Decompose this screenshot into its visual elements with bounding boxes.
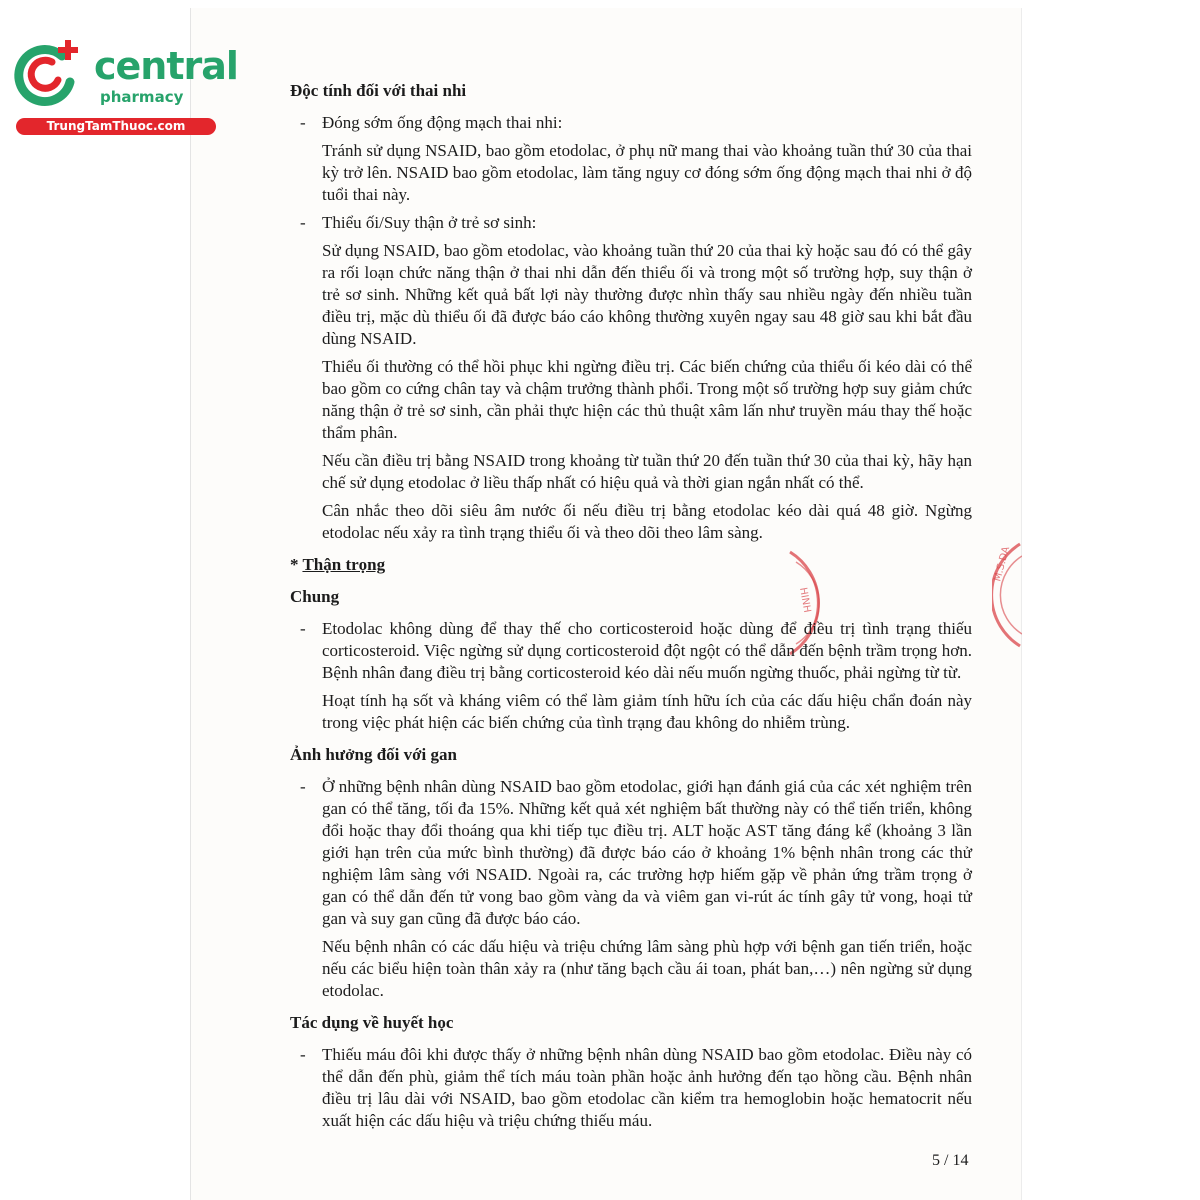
page-number: 5 / 14 — [932, 1152, 969, 1169]
logo-name: central — [94, 44, 238, 88]
paragraph: Nếu cần điều trị bằng NSAID trong khoảng từ tuần thứ 20 đến tuần thứ 30 của thai kỳ, hãy hạn chế sử dụng etodolac ở liều thấp nhất có hiệu quả và thời gian ngắn nhất có thể. — [322, 451, 972, 492]
bullet-dash: - — [300, 777, 306, 796]
pharmacy-cross-icon — [12, 38, 82, 108]
paragraph: Sử dụng NSAID, bao gồm etodolac, vào khoảng tuần thứ 20 của thai kỳ hoặc sau đó có thể gây ra rối loạn chức năng thận ở thai nhi dẫn đến thiểu ối và trong một số trường hợp, suy thận ở trẻ sơ sinh. Những kết quả bất lợi này thường được nhìn thấy sau nhiều ngày đến nhiều tuần điều trị, mặc dù thiểu ối đã được báo cáo không thường xuyên ngay sau 48 giờ sau khi bắt đầu dùng NSAID. — [322, 241, 972, 348]
bullet-text: Ở những bệnh nhân dùng NSAID bao gồm etodolac, giới hạn đánh giá của các xét nghiệm trên gan có thể tăng, tối đa 15%. Những kết quả xét nghiệm bất thường này có thể tiến triển, không đổi hoặc thay đổi thoáng qua khi tiếp tục điều trị. ALT hoặc AST tăng đáng kể (khoảng 3 lần giới hạn trên của mức bình thường) đã được báo cáo ở khoảng 1% bệnh nhân trong các thử nghiệm lâm sàng với NSAID. Ngoài ra, các trường hợp hiếm gặp về phản ứng trầm trọng ở gan có thể dẫn đến tử vong bao gồm vàng da và viêm gan vi-rút ác tính gây tử vong, hoại tử gan và suy gan cũng đã được báo cáo. — [322, 777, 972, 928]
bullet-anemia — [290, 1044, 972, 1132]
bullet-ductus-closure — [290, 112, 972, 134]
svg-text:M.S.DA: M.S.DA — [992, 545, 1013, 583]
paragraph: Hoạt tính hạ sốt và kháng viêm có thể làm giảm tính hữu ích của các dấu hiệu chẩn đoán này trong việc phát hiện các biến chứng của tình trạng đau không do nhiễm trùng. — [322, 691, 972, 732]
svg-text:HINH: HINH — [797, 586, 813, 614]
precautions-title: Thận trọng — [302, 555, 386, 574]
paragraph: Tránh sử dụng NSAID, bao gồm etodolac, ở phụ nữ mang thai vào khoảng tuần thứ 30 của thai kỳ trở lên. NSAID bao gồm etodolac, làm tăng nguy cơ đóng sớm ống động mạch thai nhi ở độ tuổi thai này. — [322, 141, 972, 204]
document-body — [290, 80, 972, 1138]
bullet-dash: - — [300, 1045, 306, 1064]
bullet-corticosteroid — [290, 618, 972, 684]
heading-fetal-toxicity: Độc tính đối với thai nhi — [290, 81, 467, 100]
paragraph: Thiểu ối thường có thể hồi phục khi ngừng điều trị. Các biến chứng của thiểu ối kéo dài có thể bao gồm co cứng chân tay và chậm trưởng thành phổi. Trong một số trường hợp suy giảm chức năng thận ở trẻ sơ sinh, cần phải thực hiện các thủ thuật xâm lấn như truyền máu thay thế hoặc thẩm phân. — [322, 357, 972, 442]
bullet-text: Thiểu ối/Suy thận ở trẻ sơ sinh: — [322, 213, 537, 232]
bullet-text: Etodolac không dùng để thay thế cho corticosteroid hoặc dùng để điều trị tình trạng thiếu corticosteroid. Việc ngừng sử dụng corticosteroid đột ngột có thể dẫn đến bệnh trầm trọng hơn. Bệnh nhân đang điều trị bằng corticosteroid kéo dài nếu muốn ngừng thuốc, phải ngừng từ từ. — [322, 619, 972, 682]
heading-general: Chung — [290, 587, 340, 606]
precautions-star: * — [290, 555, 303, 574]
bullet-text: Thiếu máu đôi khi được thấy ở những bệnh nhân dùng NSAID bao gồm etodolac. Điều này có thể dẫn đến phù, giảm thể tích máu toàn phần hoặc ảnh hưởng đến tạo hồng cầu. Bệnh nhân điều trị lâu dài với NSAID, bao gồm etodolac cần kiểm tra hemoglobin hoặc hematocrit nếu xuất hiện các dấu hiệu và triệu chứng thiếu máu. — [322, 1045, 972, 1130]
heading-liver-effects: Ảnh hưởng đối với gan — [290, 745, 457, 764]
bullet-dash: - — [300, 213, 306, 232]
logo-url: TrungTamThuoc.com — [16, 118, 216, 135]
heading-hematologic-effects: Tác dụng về huyết học — [290, 1013, 454, 1032]
heading-precautions — [290, 554, 972, 576]
paragraph: Nếu bệnh nhân có các dấu hiệu và triệu chứng lâm sàng phù hợp với bệnh gan tiến triển, hoặc nếu các biểu hiện toàn thân xảy ra (như tăng bạch cầu ái toan, phát ban,…) nên ngừng sử dụng etodolac. — [322, 937, 972, 1000]
bullet-dash: - — [300, 619, 306, 638]
bullet-oligohydramnios — [290, 212, 972, 234]
logo-subtitle: pharmacy — [100, 88, 184, 106]
bullet-liver-tests — [290, 776, 972, 930]
red-seal-stamp-edge — [992, 540, 1022, 650]
bullet-dash: - — [300, 113, 306, 132]
paragraph: Cân nhắc theo dõi siêu âm nước ối nếu điều trị bằng etodolac kéo dài quá 48 giờ. Ngừng etodolac nếu xảy ra tình trạng thiểu ối và theo dõi theo lâm sàng. — [322, 501, 972, 542]
central-pharmacy-logo[interactable] — [8, 38, 238, 138]
bullet-text: Đóng sớm ống động mạch thai nhi: — [322, 113, 563, 132]
